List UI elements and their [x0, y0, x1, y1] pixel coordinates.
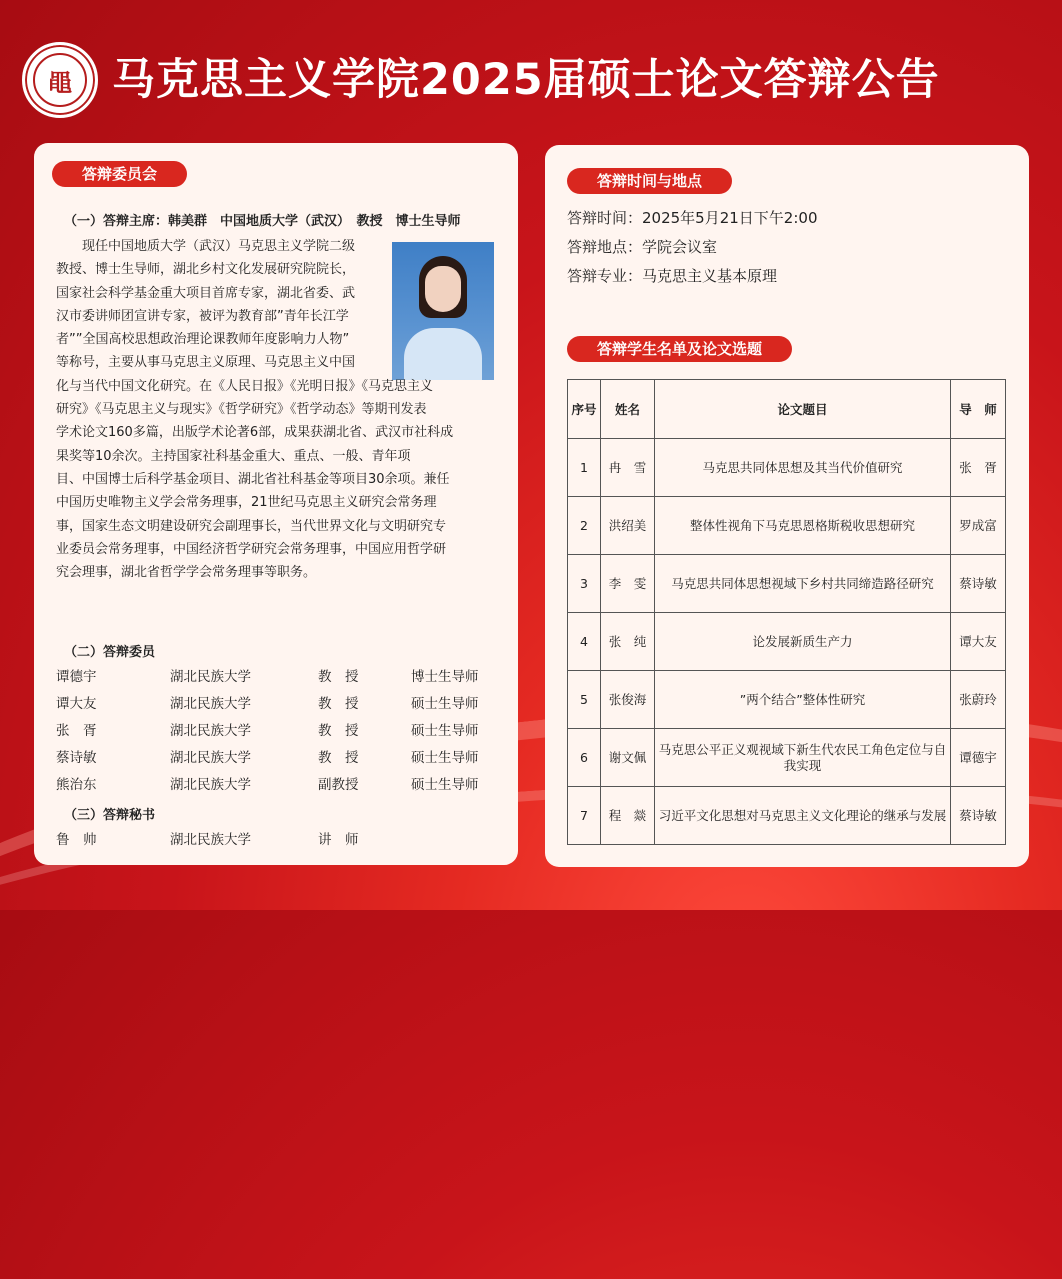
cell-no: 3	[568, 555, 601, 613]
bio-line: 中国历史唯物主义学会常务理事，21世纪马克思主义研究会常务理	[56, 495, 437, 511]
page-title: 马克思主义学院2025届硕士论文答辩公告	[112, 55, 940, 105]
students-table	[567, 379, 1006, 845]
table-row	[568, 555, 1006, 613]
cell-advisor: 罗成富	[951, 497, 1006, 555]
member-unit: 湖北民族大学	[170, 750, 251, 766]
cell-topic: 整体性视角下马克思恩格斯税收思想研究	[655, 497, 951, 555]
cell-topic: 习近平文化思想对马克思主义文化理论的继承与发展	[655, 787, 951, 845]
table-row	[568, 613, 1006, 671]
member-role: 硕士生导师	[411, 723, 479, 739]
bio-line: 果奖等10余次。主持国家社科基金重大、重点、一般、青年项	[56, 448, 411, 464]
cell-no: 5	[568, 671, 601, 729]
schedule-card	[545, 145, 1029, 867]
cell-advisor: 张 胥	[951, 439, 1006, 497]
header-topic: 论文题目	[655, 380, 951, 439]
defense-time: 答辩时间：2025年5月21日下午2:00	[567, 209, 818, 227]
cell-no: 1	[568, 439, 601, 497]
table-header-row	[568, 380, 1006, 439]
member-unit: 湖北民族大学	[170, 777, 251, 793]
cell-name: 谢文佩	[601, 729, 655, 787]
cell-name: 李 雯	[601, 555, 655, 613]
bio-line: 目、中国博士后科学基金项目、湖北省社科基金等项目30余项。兼任	[56, 471, 450, 487]
secretary-heading: （三）答辩秘书	[64, 808, 156, 823]
header-name: 姓名	[601, 380, 655, 439]
cell-no: 4	[568, 613, 601, 671]
cell-advisor: 蔡诗敏	[951, 787, 1006, 845]
bio-line: 事，国家生态文明建设研究会副理事长，当代世界文化与文明研究专	[56, 518, 447, 534]
secretary-row	[56, 829, 496, 851]
bio-line: 究会理事，湖北省哲学学会常务理事等职务。	[56, 565, 317, 581]
member-row	[56, 720, 496, 742]
member-title: 教 授	[318, 723, 359, 739]
member-name: 蔡诗敏	[56, 750, 97, 766]
member-role: 硕士生导师	[411, 696, 479, 712]
member-row	[56, 693, 496, 715]
students-pill: 答辩学生名单及论文选题	[567, 336, 792, 362]
committee-card	[34, 143, 518, 865]
bio-line: 国家社会科学基金重大项目首席专家，湖北省委、武	[56, 285, 356, 301]
university-logo	[22, 42, 98, 118]
cell-name: 张俊海	[601, 671, 655, 729]
secretary-title: 讲 师	[318, 832, 359, 848]
cell-topic: ”两个结合”整体性研究	[655, 671, 951, 729]
chair-bio	[56, 235, 496, 584]
member-name: 张 胥	[56, 723, 97, 739]
secretary-unit: 湖北民族大学	[170, 832, 251, 848]
bio-line: 者””全国高校思想政治理论课教师年度影响力人物”	[56, 332, 350, 348]
member-name: 谭德宇	[56, 669, 97, 685]
member-role: 硕士生导师	[411, 777, 479, 793]
cell-name: 张 纯	[601, 613, 655, 671]
cell-topic: 马克思共同体思想及其当代价值研究	[655, 439, 951, 497]
header-no: 序号	[568, 380, 601, 439]
table-row	[568, 787, 1006, 845]
bio-line: 业委员会常务理事，中国经济哲学研究会常务理事，中国应用哲学研	[56, 541, 447, 557]
cell-name: 程 燚	[601, 787, 655, 845]
cell-no: 2	[568, 497, 601, 555]
defense-place: 答辩地点：学院会议室	[567, 238, 718, 256]
member-name: 谭大友	[56, 696, 97, 712]
member-title: 教 授	[318, 696, 359, 712]
defense-major: 答辩专业：马克思主义基本原理	[567, 267, 778, 285]
member-row	[56, 747, 496, 769]
member-unit: 湖北民族大学	[170, 723, 251, 739]
secretary-name: 鲁 帅	[56, 832, 97, 848]
member-role: 硕士生导师	[411, 750, 479, 766]
cell-no: 6	[568, 729, 601, 787]
table-row	[568, 497, 1006, 555]
committee-pill: 答辩委员会	[52, 161, 187, 187]
cell-topic: 论发展新质生产力	[655, 613, 951, 671]
members-heading: （二）答辩委员	[64, 645, 156, 660]
bio-line: 学术论文160多篇，出版学术论著6部，成果获湖北省、武汉市社科成	[56, 425, 454, 441]
header-advisor: 导 师	[951, 380, 1006, 439]
member-title: 副教授	[318, 777, 359, 793]
header	[0, 0, 1062, 140]
member-title: 教 授	[318, 750, 359, 766]
table-row	[568, 671, 1006, 729]
member-row	[56, 774, 496, 796]
cell-topic: 马克思共同体思想视域下乡村共同缔造路径研究	[655, 555, 951, 613]
member-role: 博士生导师	[411, 669, 479, 685]
member-unit: 湖北民族大学	[170, 696, 251, 712]
cell-advisor: 谭大友	[951, 613, 1006, 671]
bio-line: 现任中国地质大学（武汉）马克思主义学院二级	[82, 239, 356, 254]
cell-no: 7	[568, 787, 601, 845]
cell-advisor: 蔡诗敏	[951, 555, 1006, 613]
cell-topic: 马克思公平正义观视域下新生代农民工角色定位与自我实现	[655, 729, 951, 787]
bio-line: 研究》《马克思主义与现实》《哲学研究》《哲学动态》等期刊发表	[56, 402, 427, 418]
member-row	[56, 666, 496, 688]
member-title: 教 授	[318, 669, 359, 685]
logo-emblem-icon: 黽	[33, 53, 87, 107]
member-name: 熊治东	[56, 777, 97, 793]
bio-line: 化与当代中国文化研究。在《人民日报》《光明日报》《马克思主义	[56, 378, 434, 394]
cell-name: 洪绍美	[601, 497, 655, 555]
bio-line: 汉市委讲师团宣讲专家，被评为教育部”青年长江学	[56, 308, 349, 324]
table-row	[568, 729, 1006, 787]
cell-name: 冉 雪	[601, 439, 655, 497]
chair-line: （一）答辩主席：韩美群 中国地质大学（武汉） 教授 博士生导师	[64, 214, 461, 229]
cell-advisor: 谭德宇	[951, 729, 1006, 787]
bio-line: 教授、博士生导师，湖北乡村文化发展研究院院长，	[56, 262, 356, 278]
schedule-pill: 答辩时间与地点	[567, 168, 732, 194]
table-row	[568, 439, 1006, 497]
bio-line: 等称号，主要从事马克思主义原理、马克思主义中国	[56, 355, 356, 371]
cell-advisor: 张蔚玲	[951, 671, 1006, 729]
member-unit: 湖北民族大学	[170, 669, 251, 685]
